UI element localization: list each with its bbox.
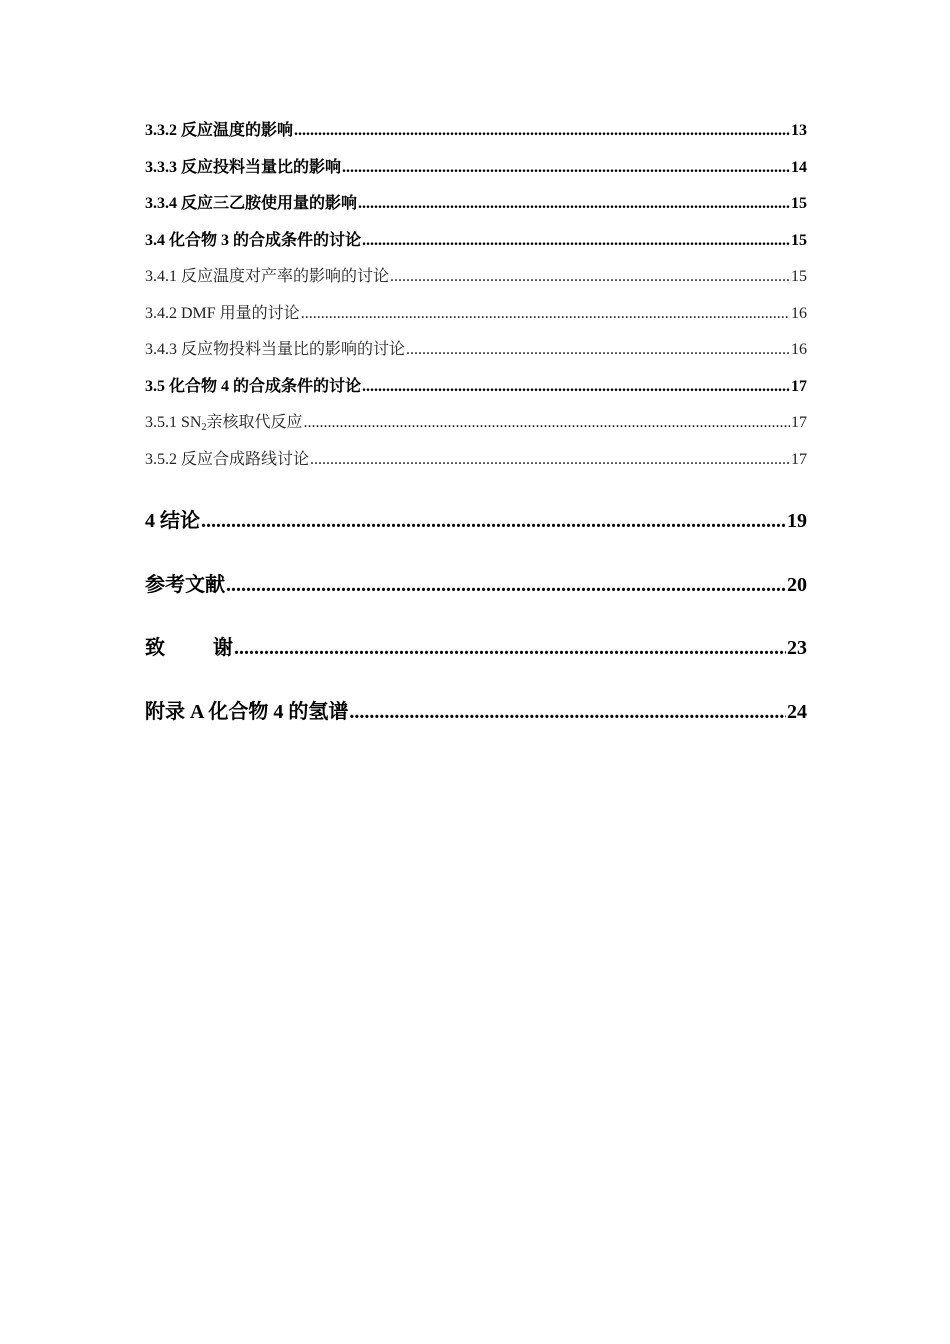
subscript-2: 2 (201, 422, 207, 433)
toc-leader-dots (303, 405, 790, 442)
toc-entry-3-4[interactable] (145, 223, 807, 260)
toc-entry-label: 3.4.1 反应温度对产率的影响的讨论 (145, 268, 390, 285)
toc-entry-label: 4 结论 (145, 510, 200, 532)
toc-page-number: 13 (791, 122, 807, 139)
toc-leader-dots (362, 223, 790, 260)
toc-entry-conclusion[interactable] (145, 490, 807, 554)
toc-leader-dots (390, 259, 790, 296)
toc-page-number: 17 (791, 414, 807, 431)
toc-page-number: 16 (791, 341, 807, 358)
toc-page-number: 17 (791, 377, 807, 395)
toc-entry-label-suffix: 亲核取代反应 (206, 414, 303, 431)
toc-entry-3-4-2[interactable] (145, 296, 807, 333)
toc-entry-label: 3.4 化合物 3 的合成条件的讨论 (145, 231, 362, 249)
toc-leader-dots (406, 332, 790, 369)
toc-entry-label: 3.3.3 反应投料当量比的影响 (145, 158, 342, 176)
toc-entry-label: 3.3.2 反应温度的影响 (145, 122, 294, 139)
toc-entry-3-3-4[interactable] (145, 186, 807, 223)
table-of-contents (145, 113, 807, 744)
toc-entry-label (145, 405, 302, 444)
toc-entry-label: 3.4.3 反应物投料当量比的影响的讨论 (145, 341, 406, 358)
toc-entry-label: 3.4.2 DMF 用量的讨论 (145, 304, 300, 322)
toc-page-number: 14 (791, 158, 807, 176)
toc-entry-3-5-2[interactable] (145, 442, 807, 479)
toc-entry-acknowledgements[interactable] (145, 617, 807, 681)
toc-entry-label: 参考文献 (145, 573, 225, 596)
toc-leader-dots (342, 150, 790, 187)
toc-leader-dots (234, 617, 786, 681)
toc-page-number: 15 (791, 195, 807, 212)
toc-entry-3-5[interactable] (145, 369, 807, 406)
toc-leader-dots (310, 442, 790, 479)
toc-entry-label-char-2: 谢 (213, 637, 233, 659)
toc-entry-label: 3.5.2 反应合成路线讨论 (145, 450, 310, 468)
toc-leader-dots (201, 490, 786, 554)
toc-leader-dots (294, 113, 790, 150)
toc-page-number: 15 (791, 231, 807, 249)
toc-entry-references[interactable] (145, 554, 807, 618)
toc-entry-label (145, 617, 233, 681)
toc-entry-label-char-1: 致 (145, 637, 165, 659)
toc-entry-label: 3.3.4 反应三乙胺使用量的影响 (145, 195, 358, 212)
toc-entry-label-prefix: 3.5.1 SN (145, 414, 202, 431)
toc-entry-3-4-1[interactable] (145, 259, 807, 296)
toc-entry-3-3-3[interactable] (145, 150, 807, 187)
toc-leader-dots (349, 681, 786, 745)
toc-entry-label: 附录 A 化合物 4 的氢谱 (145, 700, 349, 723)
toc-page-number: 23 (787, 637, 807, 659)
toc-entry-3-4-3[interactable] (145, 332, 807, 369)
toc-leader-dots (301, 296, 790, 333)
toc-leader-dots (362, 369, 790, 406)
toc-leader-dots (358, 186, 790, 223)
toc-page-number: 17 (791, 450, 807, 468)
toc-page-number: 16 (791, 304, 807, 322)
toc-page-number: 19 (787, 510, 807, 532)
toc-page-number: 20 (787, 573, 807, 596)
toc-page-number: 24 (787, 700, 807, 723)
toc-entry-label: 3.5 化合物 4 的合成条件的讨论 (145, 377, 362, 395)
toc-leader-dots (226, 554, 786, 618)
toc-page-number: 15 (791, 268, 807, 285)
toc-entry-appendix-a[interactable] (145, 681, 807, 745)
toc-entry-3-3-2[interactable] (145, 113, 807, 150)
toc-entry-3-5-1[interactable] (145, 405, 807, 442)
